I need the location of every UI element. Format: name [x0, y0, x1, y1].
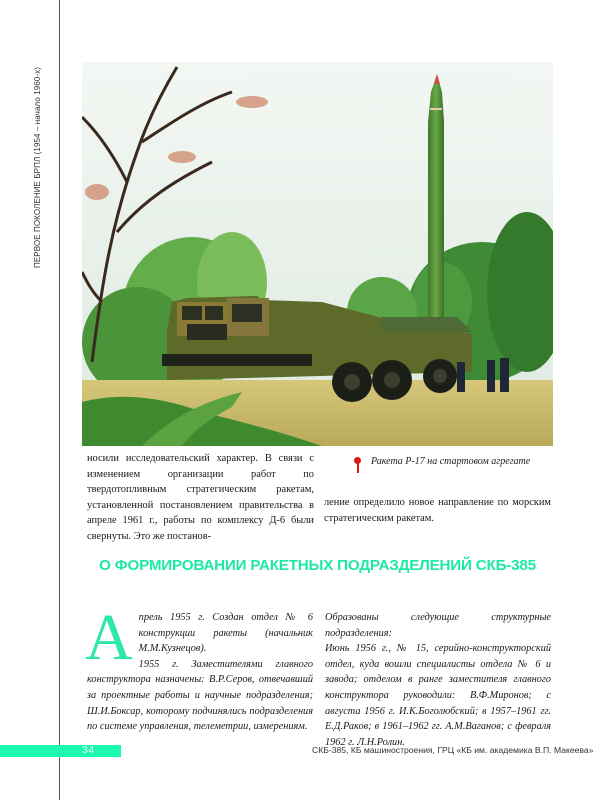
- page-number-bar: [0, 745, 121, 757]
- drop-cap: А: [85, 601, 133, 674]
- body-text-right-top: [324, 495, 551, 526]
- running-head: ПЕРВОЕ ПОКОЛЕНИЕ БРПЛ (1954 – начало 1960-х): [33, 66, 42, 268]
- paragraph: Июнь 1956 г., № 15, серийно-конструкторский отдел, куда вошли специалисты отдела № 6 и завода; отделом в ранге заместителя главного конструктора руководили: В.Ф.Миронов; с августа 1956 г. И.К.Боголюбский; в 1957–1961 гг. Е.Д.Раков; в 1961–1962 гг. А.М.Ваганов; с февраля 1962 г. Л.Н.Ролин.: [325, 643, 551, 748]
- margin-rule: [59, 0, 60, 800]
- paragraph: Образованы следующие структурные подразделения:: [325, 612, 551, 639]
- section-heading: О ФОРМИРОВАНИИ РАКЕТНЫХ ПОДРАЗДЕЛЕНИЙ СКБ-385: [99, 557, 536, 574]
- photo-rocket-launcher: [82, 62, 553, 446]
- body-text-left-top: [87, 451, 314, 545]
- photo-caption: [354, 456, 530, 475]
- photo-illustration: [82, 62, 553, 446]
- section-text-right: [325, 610, 551, 750]
- paragraph: ление определило новое направление по морским стратегическим ракетам.: [324, 497, 551, 524]
- caption-text: Ракета Р-17 на стартовом агрегате: [371, 456, 531, 467]
- page-number: 34: [82, 744, 95, 756]
- paragraph: прель 1955 г. Создан отдел № 6 конструкции ракеты (начальник М.М.Кузнецов).: [138, 612, 313, 655]
- paragraph: носили исследовательский характер. В связи с изменением организации работ по твердотопливным стратегическим ракетам, установленной постановлением правительства в апреле 1961 г., работы по комплексу Д-6 были свернуты. Это же постанов-: [87, 453, 314, 542]
- section-text-left: [85, 601, 313, 735]
- footer-credit: СКБ-385, КБ машиностроения, ГРЦ «КБ им. академика В.П. Макеева»: [312, 745, 594, 755]
- rocket-r17: [428, 74, 444, 322]
- pin-icon: [354, 457, 362, 475]
- paragraph: 1955 г. Заместителями главного конструктора назначены: В.Р.Серов, отвечавший за проектные работы и научные подразделения; Ш.И.Боксар, которому подчинялись подразделения по системе управления, телеметрии, измерениям.: [87, 658, 313, 733]
